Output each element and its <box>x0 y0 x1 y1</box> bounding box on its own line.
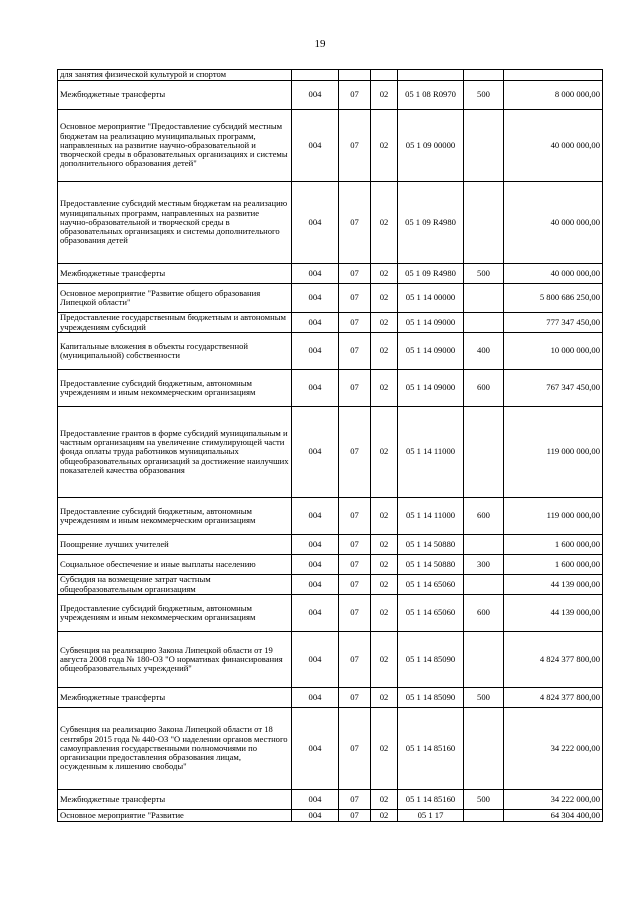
row-name: Социальное обеспечение и иные выплаты населению <box>58 555 292 575</box>
row-name: Предоставление субсидий бюджетным, автономным учреждениям и иным некоммерческим организациям <box>58 595 292 632</box>
row-name: для занятия физической культурой и спортом <box>58 70 292 81</box>
row-sum: 119 000 000,00 <box>504 498 603 535</box>
row-code: 004 <box>292 333 339 370</box>
row-section: 07 <box>339 498 371 535</box>
row-csr: 05 1 17 <box>398 810 464 822</box>
row-code: 004 <box>292 632 339 688</box>
row-sum: 119 000 000,00 <box>504 407 603 498</box>
row-csr: 05 1 14 85160 <box>398 708 464 790</box>
row-code: 004 <box>292 595 339 632</box>
row-csr: 05 1 14 65060 <box>398 595 464 632</box>
row-csr: 05 1 14 09000 <box>398 370 464 407</box>
row-vr: 500 <box>464 264 504 284</box>
row-sum: 4 824 377 800,00 <box>504 688 603 708</box>
table-row <box>58 708 603 790</box>
row-name: Основное мероприятие "Развитие <box>58 810 292 822</box>
row-vr: 500 <box>464 790 504 810</box>
row-code: 004 <box>292 407 339 498</box>
row-csr: 05 1 14 85090 <box>398 632 464 688</box>
row-vr: 500 <box>464 81 504 110</box>
row-section: 07 <box>339 81 371 110</box>
table-row <box>58 575 603 595</box>
row-vr: 300 <box>464 555 504 575</box>
row-subsection: 02 <box>371 708 398 790</box>
row-section: 07 <box>339 535 371 555</box>
row-sum: 5 800 686 250,00 <box>504 284 603 313</box>
row-subsection: 02 <box>371 313 398 333</box>
row-subsection: 02 <box>371 284 398 313</box>
row-vr <box>464 284 504 313</box>
row-csr: 05 1 08 R0970 <box>398 81 464 110</box>
table-row <box>58 284 603 313</box>
row-sum: 4 824 377 800,00 <box>504 632 603 688</box>
row-sum: 1 600 000,00 <box>504 555 603 575</box>
row-sum: 10 000 000,00 <box>504 333 603 370</box>
row-name: Предоставление субсидий бюджетным, автономным учреждениям и иным некоммерческим организациям <box>58 370 292 407</box>
row-section: 07 <box>339 182 371 264</box>
table-row <box>58 790 603 810</box>
row-section <box>339 70 371 81</box>
table-row <box>58 595 603 632</box>
row-sum: 64 304 400,00 <box>504 810 603 822</box>
row-code: 004 <box>292 264 339 284</box>
table-row <box>58 313 603 333</box>
row-sum: 34 222 000,00 <box>504 708 603 790</box>
row-code: 004 <box>292 810 339 822</box>
row-vr <box>464 407 504 498</box>
row-vr: 400 <box>464 333 504 370</box>
row-csr: 05 1 14 50880 <box>398 555 464 575</box>
row-subsection: 02 <box>371 81 398 110</box>
row-name: Субвенция на реализацию Закона Липецкой области от 18 сентября 2015 года № 440-ОЗ "О наделении органов местного самоуправления государственными полномочиями по организации предоставления образования лицам, осужденным к лишению свободы" <box>58 708 292 790</box>
table-row <box>58 407 603 498</box>
row-code: 004 <box>292 370 339 407</box>
row-name: Основное мероприятие "Развитие общего образования Липецкой области" <box>58 284 292 313</box>
row-csr: 05 1 14 85090 <box>398 688 464 708</box>
row-subsection: 02 <box>371 407 398 498</box>
row-csr: 05 1 14 50880 <box>398 535 464 555</box>
row-csr <box>398 70 464 81</box>
row-subsection: 02 <box>371 575 398 595</box>
row-csr: 05 1 14 65060 <box>398 575 464 595</box>
row-subsection <box>371 70 398 81</box>
row-code: 004 <box>292 790 339 810</box>
row-sum: 40 000 000,00 <box>504 182 603 264</box>
row-subsection: 02 <box>371 182 398 264</box>
row-code: 004 <box>292 555 339 575</box>
table-row <box>58 535 603 555</box>
row-name: Предоставление субсидий бюджетным, автономным учреждениям и иным некоммерческим организациям <box>58 498 292 535</box>
row-csr: 05 1 09 00000 <box>398 110 464 182</box>
row-subsection: 02 <box>371 810 398 822</box>
row-name: Предоставление государственным бюджетным и автономным учреждениям субсидий <box>58 313 292 333</box>
table-row <box>58 370 603 407</box>
row-csr: 05 1 14 11000 <box>398 407 464 498</box>
table-row <box>58 498 603 535</box>
row-section: 07 <box>339 575 371 595</box>
row-section: 07 <box>339 595 371 632</box>
row-name: Капитальные вложения в объекты государственной (муниципальной) собственности <box>58 333 292 370</box>
page-number: 19 <box>314 38 326 50</box>
row-code: 004 <box>292 688 339 708</box>
row-vr: 500 <box>464 688 504 708</box>
row-section: 07 <box>339 313 371 333</box>
row-csr: 05 1 14 11000 <box>398 498 464 535</box>
row-name: Поощрение лучших учителей <box>58 535 292 555</box>
row-vr <box>464 110 504 182</box>
row-section: 07 <box>339 790 371 810</box>
row-code: 004 <box>292 575 339 595</box>
row-code: 004 <box>292 535 339 555</box>
row-csr: 05 1 14 00000 <box>398 284 464 313</box>
row-csr: 05 1 09 R4980 <box>398 182 464 264</box>
row-vr <box>464 575 504 595</box>
row-section: 07 <box>339 688 371 708</box>
table-row <box>58 810 603 822</box>
row-name: Межбюджетные трансферты <box>58 688 292 708</box>
row-sum: 777 347 450,00 <box>504 313 603 333</box>
row-subsection: 02 <box>371 498 398 535</box>
row-sum: 8 000 000,00 <box>504 81 603 110</box>
table-row <box>58 688 603 708</box>
row-sum: 44 139 000,00 <box>504 595 603 632</box>
row-code: 004 <box>292 182 339 264</box>
row-section: 07 <box>339 810 371 822</box>
row-vr: 600 <box>464 595 504 632</box>
table-row <box>58 264 603 284</box>
row-section: 07 <box>339 284 371 313</box>
row-name: Субвенция на реализацию Закона Липецкой области от 19 августа 2008 года № 180-ОЗ "О нормативах финансирования общеобразовательных учреждений" <box>58 632 292 688</box>
row-vr <box>464 810 504 822</box>
row-code: 004 <box>292 284 339 313</box>
table-row <box>58 81 603 110</box>
row-subsection: 02 <box>371 555 398 575</box>
row-section: 07 <box>339 333 371 370</box>
row-code: 004 <box>292 313 339 333</box>
table-row <box>58 333 603 370</box>
row-name: Межбюджетные трансферты <box>58 81 292 110</box>
row-vr: 600 <box>464 370 504 407</box>
row-subsection: 02 <box>371 595 398 632</box>
table-row <box>58 110 603 182</box>
row-vr <box>464 632 504 688</box>
row-sum: 1 600 000,00 <box>504 535 603 555</box>
row-code: 004 <box>292 110 339 182</box>
row-code: 004 <box>292 81 339 110</box>
row-code: 004 <box>292 498 339 535</box>
row-subsection: 02 <box>371 535 398 555</box>
row-section: 07 <box>339 555 371 575</box>
row-name: Предоставление субсидий местным бюджетам на реализацию муниципальных программ, направленных на развитие научно-образовательной и творческой среды в образовательных организациях и системы дополнительного образования детей <box>58 182 292 264</box>
row-csr: 05 1 14 09000 <box>398 333 464 370</box>
row-csr: 05 1 14 09000 <box>398 313 464 333</box>
row-vr <box>464 182 504 264</box>
row-section: 07 <box>339 708 371 790</box>
row-subsection: 02 <box>371 370 398 407</box>
row-sum: 44 139 000,00 <box>504 575 603 595</box>
row-name: Основное мероприятие "Предоставление субсидий местным бюджетам на реализацию муниципальных программ, направленных на развитие научно-образовательной и творческой среды в образовательных организациях и системы дополнительного образования детей" <box>58 110 292 182</box>
row-sum <box>504 70 603 81</box>
row-sum: 767 347 450,00 <box>504 370 603 407</box>
row-subsection: 02 <box>371 333 398 370</box>
row-vr <box>464 70 504 81</box>
row-vr: 600 <box>464 498 504 535</box>
row-vr <box>464 313 504 333</box>
table-row <box>58 632 603 688</box>
table-row <box>58 182 603 264</box>
row-subsection: 02 <box>371 632 398 688</box>
budget-table <box>57 69 603 822</box>
row-section: 07 <box>339 370 371 407</box>
row-name: Субсидия на возмещение затрат частным общеобразовательным организациям <box>58 575 292 595</box>
row-vr <box>464 708 504 790</box>
row-subsection: 02 <box>371 110 398 182</box>
row-name: Межбюджетные трансферты <box>58 264 292 284</box>
row-section: 07 <box>339 264 371 284</box>
row-subsection: 02 <box>371 264 398 284</box>
row-section: 07 <box>339 407 371 498</box>
row-sum: 40 000 000,00 <box>504 110 603 182</box>
row-name: Предоставление грантов в форме субсидий муниципальным и частным организациям на увеличение стимулирующей части фонда оплаты труда работников муниципальных общеобразовательных организаций за достижение наилучших показателей качества образования <box>58 407 292 498</box>
row-csr: 05 1 09 R4980 <box>398 264 464 284</box>
row-section: 07 <box>339 632 371 688</box>
row-code <box>292 70 339 81</box>
row-csr: 05 1 14 85160 <box>398 790 464 810</box>
row-sum: 34 222 000,00 <box>504 790 603 810</box>
row-subsection: 02 <box>371 790 398 810</box>
row-section: 07 <box>339 110 371 182</box>
row-sum: 40 000 000,00 <box>504 264 603 284</box>
row-subsection: 02 <box>371 688 398 708</box>
row-vr <box>464 535 504 555</box>
row-code: 004 <box>292 708 339 790</box>
table-row <box>58 70 603 81</box>
row-name: Межбюджетные трансферты <box>58 790 292 810</box>
table-row <box>58 555 603 575</box>
